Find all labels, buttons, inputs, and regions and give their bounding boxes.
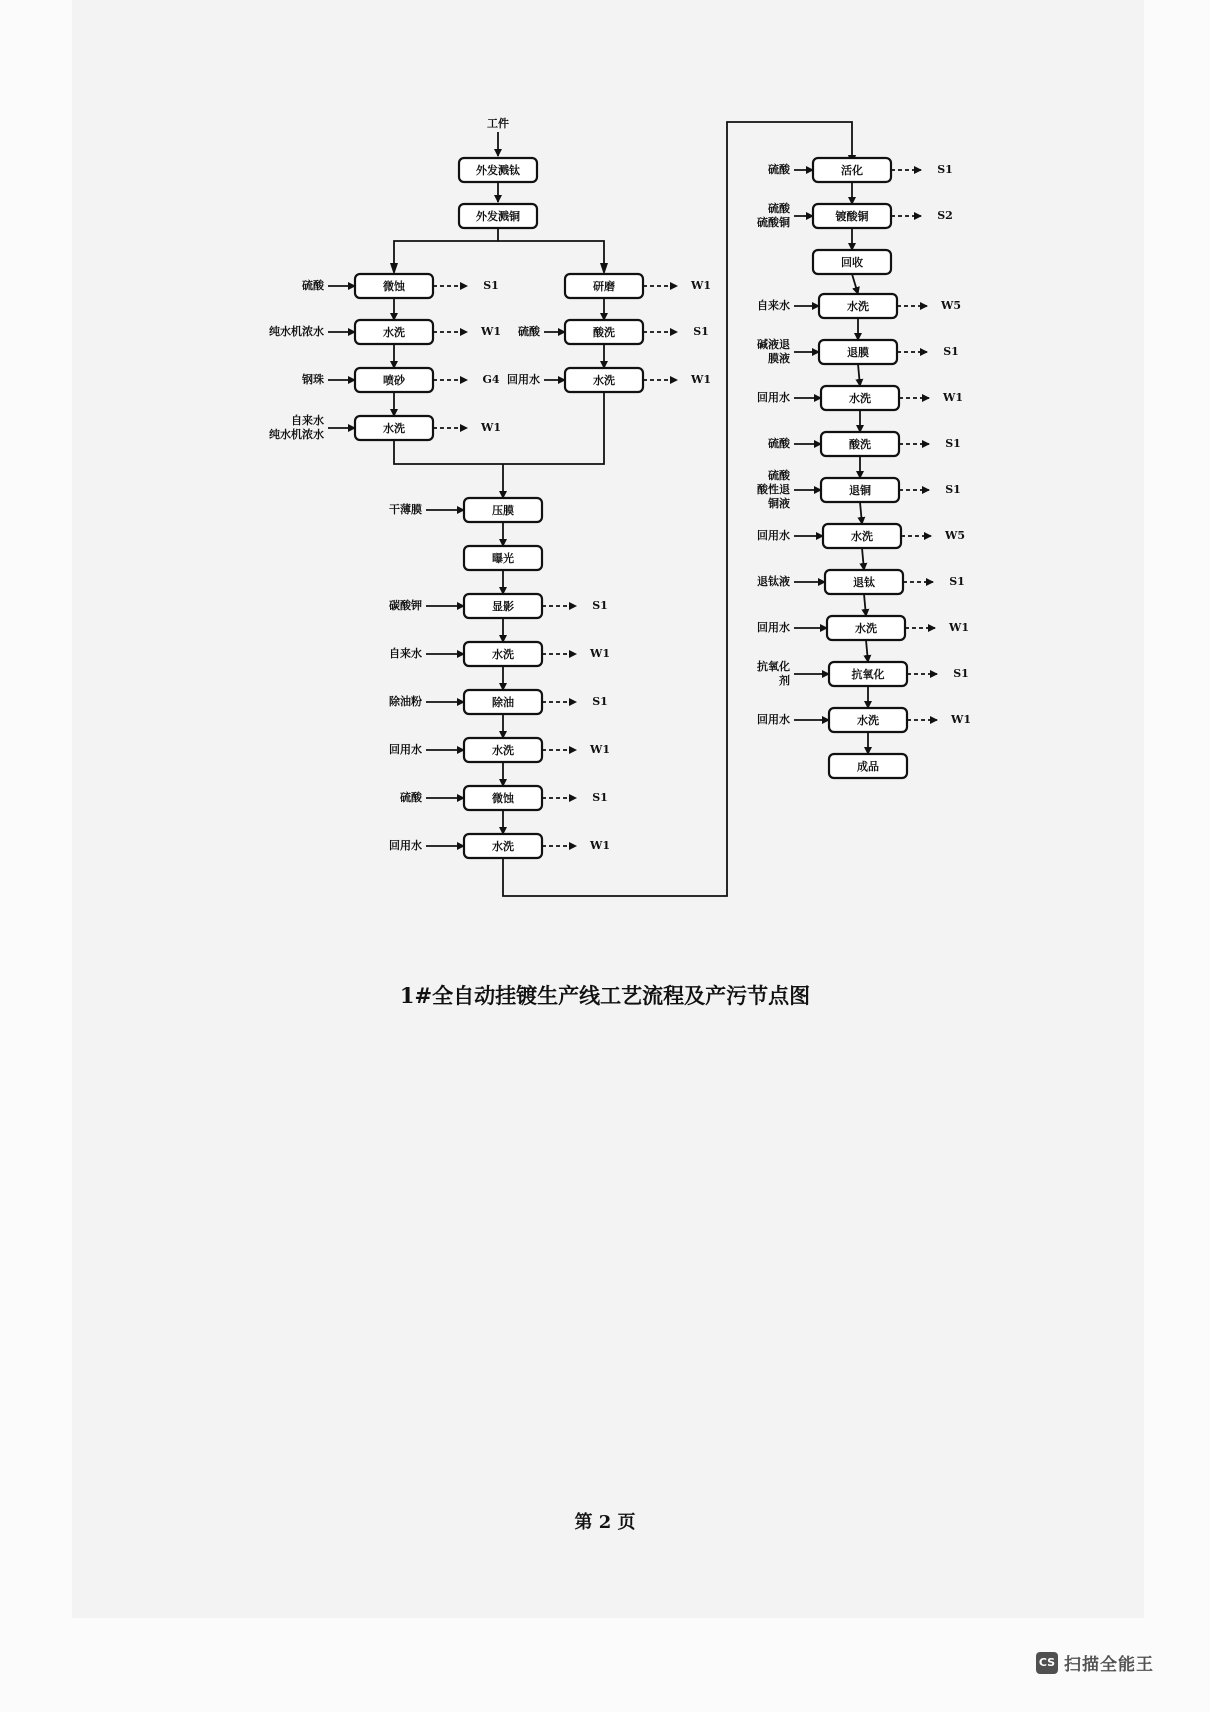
page-number: 第 2 页 xyxy=(574,1512,636,1533)
pollutant-code: S1 xyxy=(592,695,608,708)
process-step-label: 水洗 xyxy=(492,744,514,757)
process-step-label: 水洗 xyxy=(855,622,877,635)
input-material-label: 自来水 xyxy=(291,414,324,427)
start-label: 工件 xyxy=(487,117,509,130)
pollutant-code: G4 xyxy=(482,373,500,386)
process-step-label: 水洗 xyxy=(383,326,405,339)
process-step-label: 研磨 xyxy=(593,280,615,293)
input-material-label: 退钛液 xyxy=(757,575,790,588)
pollutant-code: W1 xyxy=(589,647,611,660)
pollutant-code: W5 xyxy=(940,299,962,312)
flow-connector xyxy=(852,274,858,294)
flow-connector xyxy=(866,640,868,662)
process-step-label: 微蚀 xyxy=(492,792,514,805)
pollutant-code: W1 xyxy=(589,839,611,852)
input-material-label: 硫酸 xyxy=(400,791,422,804)
pollutant-code: S1 xyxy=(943,345,959,358)
input-material-label: 钢珠 xyxy=(302,373,324,386)
pollutant-code: W1 xyxy=(589,743,611,756)
input-material-label: 碳酸钾 xyxy=(389,599,422,612)
process-step-label: 外发溅钛 xyxy=(476,164,520,177)
process-step-label: 喷砂 xyxy=(383,374,405,387)
input-material-label: 硫酸 xyxy=(768,437,790,450)
pollutant-code: S1 xyxy=(592,599,608,612)
input-material-label: 硫酸 xyxy=(768,202,790,215)
input-material-label: 回用水 xyxy=(757,529,790,542)
input-material-label: 硫酸铜 xyxy=(757,216,790,229)
input-material-label: 碱液退 xyxy=(757,338,790,351)
pollutant-code: S1 xyxy=(693,325,709,338)
input-material-label: 酸性退 xyxy=(757,483,790,496)
input-material-label: 干薄膜 xyxy=(389,503,422,516)
process-step-label: 活化 xyxy=(841,164,863,177)
pollutant-code: S1 xyxy=(592,791,608,804)
input-material-label: 自来水 xyxy=(389,647,422,660)
pollutant-code: W1 xyxy=(690,373,712,386)
process-step-label: 酸洗 xyxy=(593,326,615,339)
process-step-label: 回收 xyxy=(841,256,863,269)
pollutant-code: S1 xyxy=(949,575,965,588)
pollutant-code: W1 xyxy=(480,325,502,338)
flow-connector xyxy=(864,594,866,616)
process-step-label: 水洗 xyxy=(847,300,869,313)
process-step-label: 除油 xyxy=(492,696,514,709)
process-step-label: 酸洗 xyxy=(849,438,871,451)
watermark-logo: CS xyxy=(1036,1652,1058,1674)
pollutant-code: W1 xyxy=(942,391,964,404)
flow-connector xyxy=(498,241,604,264)
input-material-label: 抗氧化 xyxy=(757,660,790,673)
process-step-label: 压膜 xyxy=(492,504,514,517)
process-step-label: 水洗 xyxy=(849,392,871,405)
figure-caption: 1#全自动挂镀生产线工艺流程及产污节点图 xyxy=(399,983,811,1008)
pollutant-code: W1 xyxy=(950,713,972,726)
input-material-label: 硫酸 xyxy=(518,325,540,338)
input-material-label: 纯水机浓水 xyxy=(269,428,324,441)
input-material-label: 膜液 xyxy=(768,352,790,365)
input-material-label: 除油粉 xyxy=(389,695,422,708)
process-step-label: 水洗 xyxy=(383,422,405,435)
process-step-label: 镀酸铜 xyxy=(835,210,869,223)
process-step-label: 成品 xyxy=(857,760,879,773)
pollutant-code: W1 xyxy=(480,421,502,434)
process-step-label: 退钛 xyxy=(853,576,875,589)
process-step-label: 外发溅铜 xyxy=(476,210,520,223)
pollutant-code: W5 xyxy=(944,529,966,542)
pollutant-code: S1 xyxy=(945,483,961,496)
input-material-label: 回用水 xyxy=(507,373,540,386)
pollutant-code: S1 xyxy=(953,667,969,680)
input-material-label: 纯水机浓水 xyxy=(269,325,324,338)
process-step-label: 显影 xyxy=(492,600,514,613)
pollutant-code: S1 xyxy=(945,437,961,450)
process-step-label: 水洗 xyxy=(851,530,873,543)
process-step-label: 抗氧化 xyxy=(851,668,885,681)
pollutant-code: W1 xyxy=(690,279,712,292)
flow-connector xyxy=(858,364,860,386)
flow-connector xyxy=(503,122,852,896)
process-step-label: 退铜 xyxy=(849,484,871,497)
process-step-label: 水洗 xyxy=(492,648,514,661)
input-material-label: 回用水 xyxy=(389,743,422,756)
input-material-label: 自来水 xyxy=(757,299,790,312)
watermark-text: 扫描全能王 xyxy=(1064,1655,1154,1675)
input-material-label: 回用水 xyxy=(389,839,422,852)
input-material-label: 硫酸 xyxy=(768,163,790,176)
pollutant-code: S1 xyxy=(937,163,953,176)
flow-connector xyxy=(503,392,604,464)
pollutant-code: W1 xyxy=(948,621,970,634)
input-material-label: 铜液 xyxy=(768,497,790,510)
input-material-label: 硫酸 xyxy=(302,279,324,292)
input-material-label: 硫酸 xyxy=(768,469,790,482)
flow-connector xyxy=(394,228,498,264)
process-step-label: 曝光 xyxy=(492,552,514,565)
input-material-label: 回用水 xyxy=(757,391,790,404)
flow-connector xyxy=(394,440,503,464)
process-step-label: 退膜 xyxy=(847,346,869,359)
scanner-watermark xyxy=(1036,1650,1154,1675)
pollutant-code: S1 xyxy=(483,279,499,292)
process-step-label: 水洗 xyxy=(593,374,615,387)
process-step-label: 水洗 xyxy=(492,840,514,853)
process-step-label: 水洗 xyxy=(857,714,879,727)
process-step-label: 微蚀 xyxy=(383,280,405,293)
flow-connector xyxy=(860,502,862,524)
flow-connector xyxy=(862,548,864,570)
input-material-label: 剂 xyxy=(779,674,790,687)
input-material-label: 回用水 xyxy=(757,621,790,634)
input-material-label: 回用水 xyxy=(757,713,790,726)
pollutant-code: S2 xyxy=(937,209,953,222)
